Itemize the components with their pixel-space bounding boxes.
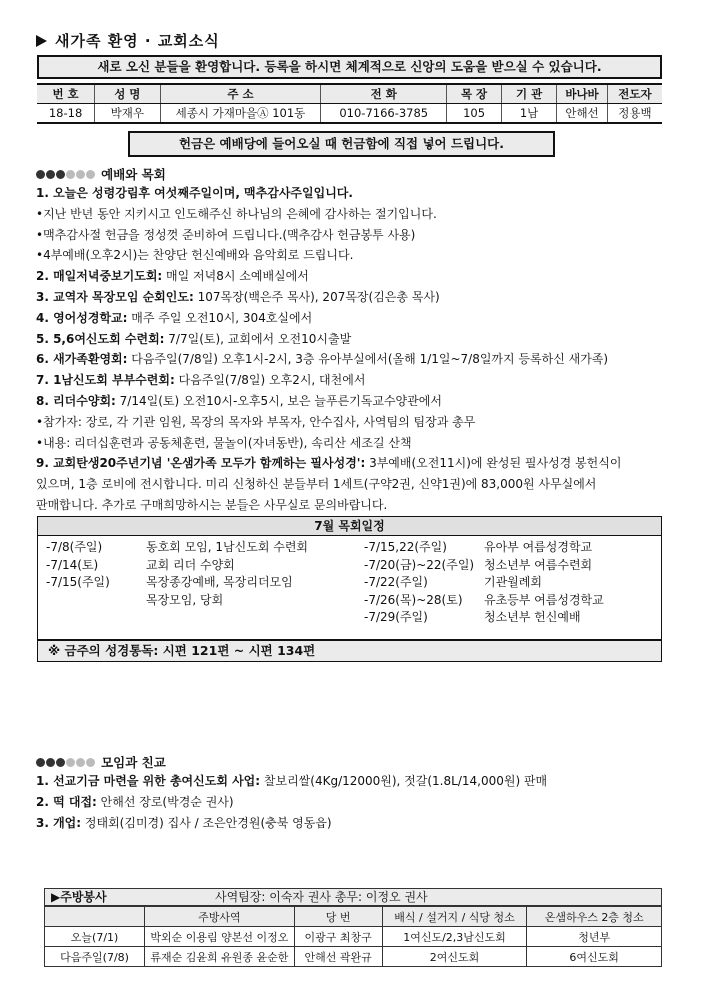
item-label: 2. 떡 대접: xyxy=(36,794,97,809)
schedule-row xyxy=(46,557,308,575)
schedule-date: -7/15,22(주일) xyxy=(364,540,447,554)
registry-table xyxy=(37,83,662,124)
schedule-date: -7/15(주일) xyxy=(46,575,110,590)
item-text: 107목장(백은주 목사), 207목장(김은총 목사) xyxy=(193,289,440,304)
schedule-event: 유아부 여름성경학교 xyxy=(484,540,593,554)
registry-header: 전 화 xyxy=(321,84,447,104)
item-label: 3. 개업: xyxy=(36,815,82,830)
item-text: 7/7일(토), 교회에서 오전10시출발 xyxy=(164,331,352,346)
item-text: 3부예배(오전11시)에 완성된 필사성경 봉헌식이 xyxy=(365,456,622,471)
schedule-event: 목장종강예배, 목장리더모임 xyxy=(146,575,293,590)
list-item xyxy=(36,813,676,834)
kitchen-cell: 이광구 최창구 xyxy=(294,927,382,947)
schedule-title: 7월 목회일정 xyxy=(38,517,661,536)
schedule-row xyxy=(364,609,604,627)
list-item xyxy=(36,474,676,495)
dots-icon xyxy=(36,164,96,183)
kitchen-header xyxy=(44,888,662,906)
schedule-date: -7/20(금)~22(주일) xyxy=(364,557,475,572)
fellowship-list xyxy=(36,771,676,833)
registry-cell: 정용백 xyxy=(607,104,662,124)
kitchen-table xyxy=(44,906,662,967)
list-item xyxy=(36,329,676,350)
schedule-event: 목장모임, 당회 xyxy=(146,592,224,607)
registry-header: 목 장 xyxy=(447,84,502,104)
registry-cell: 안해선 xyxy=(557,104,608,124)
registry-header: 바나바 xyxy=(557,84,608,104)
schedule-row xyxy=(364,539,604,557)
item-label: 1. 선교기금 마련을 위한 총여신도회 사업: xyxy=(36,774,261,788)
kitchen-header-cell: 주방사역 xyxy=(145,907,294,927)
list-item xyxy=(36,433,676,454)
bible-reading: ※ 금주의 성경통독: 시편 121편 ~ 시편 134편 xyxy=(37,640,662,662)
item-text: •4부예배(오후2시)는 찬양단 헌신예배와 음악회로 드립니다. xyxy=(36,248,354,263)
registry-cell: 박재우 xyxy=(95,104,160,124)
item-text: 매주 주일 오전10시, 304호실에서 xyxy=(127,310,313,325)
item-text: 다음주일(7/8일) 오후2시, 대천에서 xyxy=(174,373,366,388)
list-item xyxy=(36,453,676,474)
schedule-box xyxy=(37,516,662,640)
list-item xyxy=(36,308,676,329)
list-item xyxy=(36,391,676,412)
item-text: •맥추감사절 헌금을 정성껏 준비하여 드립니다.(맥추감사 헌금봉투 사용) xyxy=(36,227,416,242)
schedule-event: 청소년부 여름수련회 xyxy=(484,557,593,572)
list-item xyxy=(36,287,676,308)
schedule-event: 동호회 모임, 1남신도회 수련회 xyxy=(146,540,308,554)
item-text: •내용: 리더십훈련과 공동체훈련, 물놀이(자녀동반), 속리산 세조길 산책 xyxy=(36,435,412,450)
registry-header: 기 관 xyxy=(502,84,557,104)
kitchen-header-cell: 온샘하우스 2층 청소 xyxy=(527,907,662,927)
registry-header: 성 명 xyxy=(95,84,160,104)
schedule-row xyxy=(46,539,308,557)
list-item xyxy=(36,183,676,204)
kitchen-cell: 박외순 이용림 양본선 이정오 xyxy=(145,927,294,947)
schedule-row xyxy=(364,557,604,575)
list-item xyxy=(36,495,676,516)
kitchen-cell: 다음주일(7/8) xyxy=(45,947,145,967)
kitchen-cell: 류재순 김윤희 유원종 윤순한 xyxy=(145,947,294,967)
item-label: 9. 교회탄생20주년기념 '온샘가족 모두가 함께하는 필사성경': xyxy=(36,456,366,471)
item-text: 안해선 장로(박경순 권사) xyxy=(96,794,234,809)
list-item xyxy=(36,245,676,266)
section-title: 새가족 환영 · 교회소식 xyxy=(36,30,220,51)
item-label: 7. 1남신도회 부부수련회: xyxy=(36,373,175,388)
kitchen-cell: 1여신도/2,3남신도회 xyxy=(382,927,527,947)
list-item xyxy=(36,266,676,287)
list-item xyxy=(36,349,676,370)
registry-cell: 010-7166-3785 xyxy=(321,104,447,124)
item-label: 6. 새가족환영회: xyxy=(36,352,128,367)
schedule-row xyxy=(364,574,604,592)
registry-header: 번 호 xyxy=(37,84,95,104)
schedule-event: 교회 리더 수양회 xyxy=(146,557,235,572)
item-text: 7/14일(토) 오전10시-오후5시, 보은 늘푸른기독교수양관에서 xyxy=(115,393,442,408)
schedule-date: -7/22(주일) xyxy=(364,575,428,590)
item-text: 있으며, 1층 로비에 전시합니다. 미리 신청하신 분들부터 1세트(구약2권, 신약1권)에 83,000원 사무실에서 xyxy=(36,477,597,492)
schedule-row xyxy=(46,574,308,592)
registry-cell: 18-18 xyxy=(37,104,95,124)
offering-notice: 헌금은 예배당에 들어오실 때 헌금함에 직접 넣어 드립니다. xyxy=(128,131,555,157)
kitchen-leaders: 사역팀장: 이숙자 권사 총무: 이정오 권사 xyxy=(215,890,428,904)
registry-cell: 105 xyxy=(447,104,502,124)
table-row xyxy=(45,947,662,967)
schedule-event: 기관월례회 xyxy=(484,575,542,590)
dots-icon xyxy=(36,752,96,771)
item-text: •지난 반년 동안 지키시고 인도해주신 하나님의 은혜에 감사하는 절기입니다. xyxy=(36,206,437,221)
fellowship-heading: 모임과 친교 xyxy=(36,752,166,771)
item-text: 찰보리쌀(4Kg/12000원), 젓갈(1.8L/14,000원) 판매 xyxy=(260,774,548,788)
registry-cell: 1남 xyxy=(502,104,557,124)
schedule-row xyxy=(46,592,308,610)
list-item xyxy=(36,771,676,792)
item-label: 5. 5,6여신도회 수련회: xyxy=(36,331,165,346)
list-item xyxy=(36,412,676,433)
table-row xyxy=(45,927,662,947)
kitchen-cell: 2여신도회 xyxy=(382,947,527,967)
schedule-date: -7/14(토) xyxy=(46,557,99,572)
item-text: 매일 저녁8시 소예배실에서 xyxy=(162,269,309,284)
item-label: 8. 리더수양회: xyxy=(36,393,116,408)
schedule-date: -7/26(목)~28(토) xyxy=(364,592,463,607)
schedule-date: -7/8(주일) xyxy=(46,540,103,554)
registry-header: 주 소 xyxy=(160,84,321,104)
list-item xyxy=(36,370,676,391)
kitchen-cell: 안해선 곽완규 xyxy=(294,947,382,967)
kitchen-title: ▶주방봉사 xyxy=(51,890,107,904)
kitchen-header-cell: 당 번 xyxy=(294,907,382,927)
registry-cell: 세종시 가재마을Ⓐ 101동 xyxy=(160,104,321,124)
list-item xyxy=(36,225,676,246)
schedule-date: -7/29(주일) xyxy=(364,610,428,625)
item-text: 정태회(김미경) 집사 / 조은안경원(충북 영동읍) xyxy=(81,815,332,830)
schedule-event: 청소년부 헌신예배 xyxy=(484,610,581,625)
item-text: •참가자: 장로, 각 기관 임원, 목장의 목자와 부목자, 안수집사, 사역팀의 팀장과 총무 xyxy=(36,414,476,429)
item-label: 1. 오늘은 성령강림후 여섯째주일이며, 맥추감사주일입니다. xyxy=(36,186,353,200)
kitchen-header-cell xyxy=(45,907,145,927)
triangle-icon xyxy=(36,35,47,47)
kitchen-cell: 6여신도회 xyxy=(527,947,662,967)
registry-header: 전도자 xyxy=(607,84,662,104)
kitchen-cell: 오늘(7/1) xyxy=(45,927,145,947)
item-text: 판매합니다. 추가로 구매희망하시는 분들은 사무실로 문의바랍니다. xyxy=(36,497,388,512)
schedule-row xyxy=(364,592,604,610)
item-label: 2. 매일저녁중보기도회: xyxy=(36,269,163,284)
kitchen-cell: 청년부 xyxy=(527,927,662,947)
list-item xyxy=(36,792,676,813)
item-text: 다음주일(7/8일) 오후1시-2시, 3층 유아부실에서(올해 1/1일~7/8일까지 등록하신 새가족) xyxy=(127,352,609,367)
item-label: 3. 교역자 목장모임 순회인도: xyxy=(36,289,194,304)
worship-heading: 예배와 목회 xyxy=(36,164,166,183)
welcome-banner: 새로 오신 분들을 환영합니다. 등록을 하시면 체계적으로 신앙의 도움을 받으실 수 있습니다. xyxy=(37,55,662,79)
item-label: 4. 영어성경학교: xyxy=(36,310,128,325)
worship-list xyxy=(36,183,676,516)
list-item xyxy=(36,204,676,225)
schedule-event: 유초등부 여름성경학교 xyxy=(484,592,604,607)
kitchen-header-cell: 배식 / 설거지 / 식당 청소 xyxy=(382,907,527,927)
